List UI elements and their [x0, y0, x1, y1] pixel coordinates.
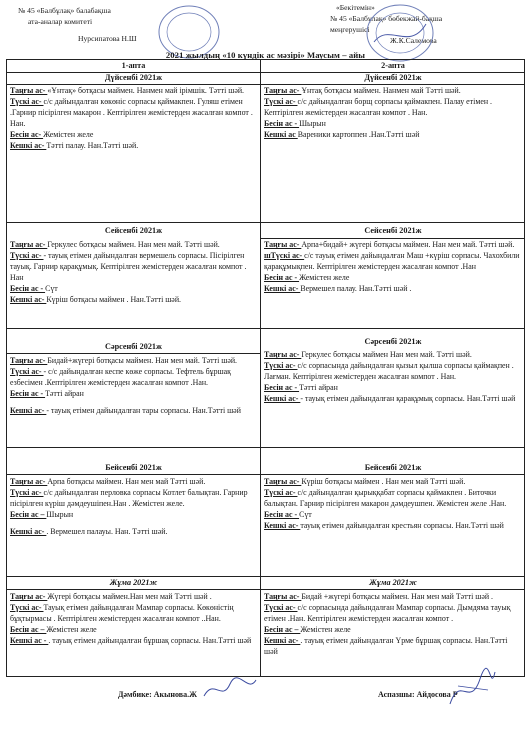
meal-label: Бесін ас - — [264, 119, 300, 129]
meal-label: Таңғы ас- — [10, 86, 48, 95]
meal-text: Күріш ботқасы маймен . Нан мен май Тәтті шәй. — [301, 477, 466, 486]
meal-text: Шырын — [299, 119, 326, 129]
meal-label: Кешкі ас- — [10, 406, 47, 416]
menu-table — [6, 59, 525, 677]
meal-label: Бесін ас - — [264, 383, 300, 393]
meal-text: Бидай +жүгері ботқасы маймен. Нан мен май Тәтті шәй . — [301, 592, 493, 601]
meal-label: Түскі ас- — [264, 603, 298, 613]
meal-label: Бесін ас- — [10, 130, 44, 140]
meal-label: Түскі ас- — [10, 97, 44, 107]
week-2-label: 2-апта — [381, 61, 405, 70]
meal-label: Таңғы ас- — [10, 477, 48, 486]
meal-label: Бесін ас - — [10, 389, 46, 399]
header-right-line: «Бекітемін» — [336, 3, 375, 12]
meal-text: Бидай+жүгері ботқасы маймен. Нан мен май. Тәтті шәй. — [47, 356, 238, 365]
meal-text: Арпа+бидай+ жүгері ботқасы маймен. Нан мен май. Тәтті шәй. — [301, 240, 515, 249]
footer-nurse: Дәмбике: Акынова.Ж — [118, 690, 198, 699]
row-line — [7, 222, 524, 223]
header-right-line: Ж.К.Салемова — [390, 36, 437, 45]
signature-left-icon — [200, 676, 260, 704]
meal-text: - тауық етімен дайындалған вермешель сорпасы. Пісірілген тауық. Гарнир қарақұмық. Кептірілген жемістерден жасалған компот . Нан — [10, 251, 247, 283]
meal-text: Ұнтақ ботқасы маймен. Нанмен май Тәтті шәй. — [301, 86, 461, 95]
meal-label: Кешкі ас- — [264, 636, 301, 646]
meal-text: тауық етімен дайындалған крестьян сорпасы. Нан.Тәтті шәй — [300, 521, 504, 531]
meal-text: Геркулес ботқасы маймен. Нан мен май. Тәтті шәй. — [47, 240, 220, 249]
meal-label: Бесін ас - — [264, 273, 300, 283]
meal-label: Бесін ас – — [10, 625, 47, 635]
meal-label: Таңғы ас- — [10, 356, 48, 365]
meal-label: Таңғы ас- — [264, 592, 302, 601]
week-1-label: 1-апта — [121, 61, 146, 70]
meal-label: Бесін ас - — [10, 284, 46, 294]
meal-label: Таңғы ас- — [264, 350, 302, 359]
meal-text: Шырын — [46, 510, 74, 520]
meal-text: с/с сорпасында дайындалған қызыл қылша сорпасы қаймақпен . Лағман. Кептірілген жемістерден жасалған компот . Нан. — [264, 361, 514, 382]
meal-text: Сүт — [299, 510, 312, 520]
meal-label: Түскі ас- — [10, 488, 44, 498]
day-header-tuesday-w2: Сейсенбі 2021ж — [364, 226, 422, 235]
meal-label: Таңғы ас- — [10, 592, 48, 601]
meal-label: Кешкі ас — [264, 130, 298, 140]
meal-label: Кешкі ас- — [10, 295, 47, 305]
meal-text: Жемістен желе — [46, 625, 97, 635]
header-left-line: ата-аналар комитеті — [28, 17, 93, 26]
meal-text: с/с дайындалған борщ сорпасы қаймакпен. Палау етімен . Кептірілген жемістерден жасалған компот . Нан. — [264, 97, 492, 118]
row-line — [7, 353, 260, 354]
meal-text: Жүгері ботқасы маймен.Нан мен май Тәтті шәй . — [47, 592, 212, 601]
day-header-monday-w1: Дүйсенбі 2021ж — [104, 73, 163, 82]
meal-label: Түскі ас- — [10, 603, 44, 613]
day-header-monday-w2: Дүйсенбі 2021ж — [364, 73, 422, 82]
meal-text: с/с тауық етімен дайындалған Маш +күріш сорпасы. Чахохбили қарақұмықпен. Кептірілген жемістерден жасалған компот .Нан — [264, 251, 520, 272]
meal-label: Кешкі ас- — [264, 521, 301, 531]
day-header-tuesday-w1: Сейсенбі 2021ж — [104, 226, 163, 235]
meal-text: Тәтті айран — [45, 389, 84, 399]
day-header-wednesday-w2: Сәрсенбі 2021ж — [364, 337, 422, 346]
meal-label: шТүскі ас- — [264, 251, 305, 261]
meal-label: Түскі ас- — [264, 488, 298, 498]
day-header-thursday-w2: Бейсенбі 2021ж — [364, 463, 422, 472]
meal-text: Вермешел палау. Нан.Тәтті шәй . — [300, 284, 412, 294]
footer-cook: Аспазшы: Айдосова Р — [378, 690, 458, 699]
meal-text: . тауық етімен дайындалған Үрме бұршақ сорпасы. Нан.Тәтті шәй — [264, 636, 508, 657]
menu-friday-w1 — [10, 591, 256, 677]
header-right-line: № 45 «Балбұлақ» бөбекжай-бақша — [330, 14, 443, 23]
meal-label: Түскі ас- — [10, 251, 44, 261]
header-left-line: Нурсипатова Н.Ш — [78, 34, 137, 43]
meal-label: Таңғы ас- — [264, 240, 302, 249]
meal-label: Түскі ас- — [10, 367, 44, 377]
meal-text: Жемістен желе — [299, 273, 350, 283]
meal-text: Тауық етімен дайындалған Мампар сорпасы. Көкөністің бұқтырмасы . Кептірілген жемістерден жасалған компот ..Нан. — [10, 603, 234, 624]
meal-text: - с/с дайындалған кеспе көже сорпасы. Тефтель бұршақ езбесімен .Кептірілген жемістерден жасалған компот .Нан. — [10, 367, 231, 388]
row-line — [7, 576, 524, 577]
meal-text: Вареники картоппен .Нан.Тәтті шәй — [297, 130, 420, 140]
menu-thursday-w1 — [10, 476, 256, 578]
meal-text: Тәтті айран — [299, 383, 338, 393]
meal-label: Бесін ас – — [10, 510, 47, 520]
day-header-friday-w1: Жұма 2021ж — [109, 578, 158, 587]
meal-label: Кешкі ас- — [10, 141, 47, 151]
meal-text: с/с дайындалған көкөніс сорпасы қаймакпен. Гуляш етімен .Гарнир пісірілген макарон . Кептірілген жемістерден жасалған компот . Нан. — [10, 97, 253, 129]
menu-title: 2021 жылдың «10 күндік ас мәзірі» Маусым – айы — [165, 50, 366, 60]
meal-label: Кешкі ас- — [264, 394, 301, 404]
meal-label: Түскі ас- — [264, 97, 298, 107]
meal-text: Арпа ботқасы маймен. Нан мен май Тәтті шәй. — [47, 477, 206, 486]
meal-label: Таңғы ас- — [264, 86, 302, 95]
meal-label: Бесін ас - — [264, 510, 300, 520]
menu-monday-w1 — [10, 85, 256, 189]
meal-text: Сүт — [45, 284, 58, 294]
meal-label: Түскі ас- — [264, 361, 298, 371]
meal-text: Тәтті палау. Нан.Тәтті шәй. — [46, 141, 139, 151]
meal-label: Кешкі ас - — [10, 636, 49, 646]
meal-text: с/с сорпасында дайындалған Мампар сорпасы. Дымдяма тауық етімен .Нан. Кептірілген жемістерден жасалған компот . — [264, 603, 511, 624]
row-line — [7, 328, 524, 329]
meal-text: с/с дайындалған қырыққабат сорпасы қаймакпен . Биточки балықтан. Гарнир пісірілген макарон дәмдеушпен. Жемістен желе .Нан. — [264, 488, 507, 509]
menu-thursday-w2 — [264, 476, 522, 578]
row-line — [7, 474, 524, 475]
meal-text: Жемістен желе — [300, 625, 351, 635]
meal-text: . тауық етімен дайындалған бұршақ сорпасы. Нан.Тәтті шәй — [48, 636, 252, 646]
meal-text: - тауық етімен дайындалған қарақұмық сорпасы. Нан.Тәтті шәй — [300, 394, 516, 404]
header-left-line: № 45 «Балбұлақ» балабақша — [18, 6, 111, 15]
meal-text: Геркулес ботқасы маймен Нан мен май. Тәтті шәй. — [301, 350, 472, 359]
menu-wednesday-w1 — [10, 355, 256, 445]
meal-text: - тауық етімен дайындалған тары сорпасы. Нан.Тәтті шәй — [46, 406, 241, 416]
row-line — [7, 589, 524, 590]
menu-monday-w2 — [264, 85, 522, 189]
row-line — [7, 447, 524, 448]
meal-label: Бесін ас – — [264, 625, 301, 635]
day-header-thursday-w1: Бейсенбі 2021ж — [105, 463, 162, 472]
day-header-friday-w2: Жұма 2021ж — [369, 578, 417, 587]
meal-text: . Вермешел палауы. Нан. Тәтті шәй. — [46, 527, 168, 537]
signature-right-icon — [440, 664, 500, 714]
meal-label: Таңғы ас- — [10, 240, 48, 249]
meal-text: Күріш ботқасы маймен . Нан.Тәтті шәй. — [46, 295, 182, 305]
day-header-wednesday-w1: Сәрсенбі 2021ж — [105, 342, 162, 351]
meal-label: Таңғы ас- — [264, 477, 302, 486]
header-right-line: меңгерушісі — [330, 25, 370, 34]
meal-text: Жемістен желе — [43, 130, 94, 140]
meal-label: Кешкі ас- — [10, 527, 47, 537]
menu-wednesday-w2 — [264, 349, 522, 445]
meal-text: с/с дайындалған перловка сорпасы Котлет балықтан. Гарнир пісірілген күріш дәмдеушіпен.Нан . Жемістен желе. — [10, 488, 248, 509]
meal-text: «Ұнтақ» ботқасы маймен. Нанмен май ірімшік. Тәтті шәй. — [47, 86, 245, 95]
meal-label: Кешкі ас- — [264, 284, 301, 294]
